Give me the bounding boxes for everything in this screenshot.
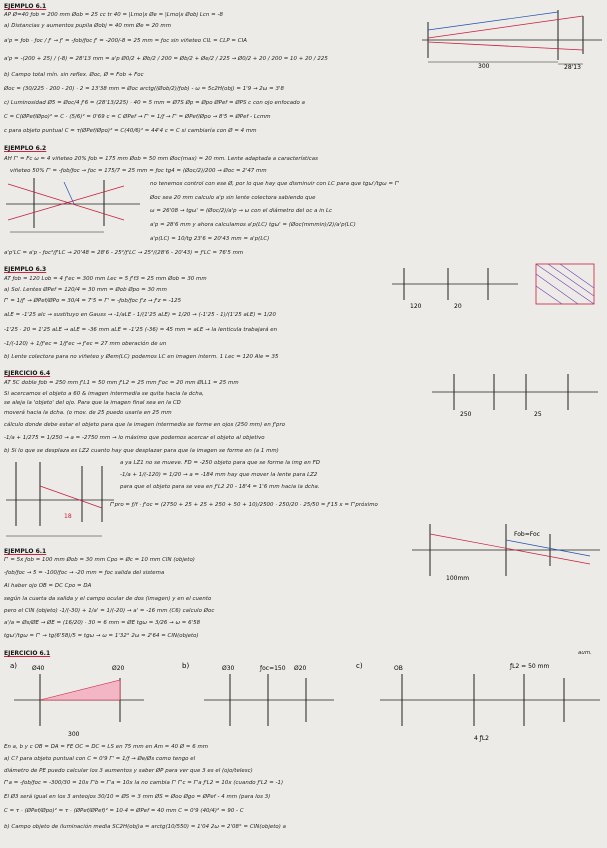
lens-system-diagram [4, 456, 116, 540]
note-line: -1/(-120) + 1/ƒ'ec = 1/ƒ'ec → ƒ'ec = 27 mm oberación de un [4, 341, 167, 347]
note-line: no tenemos control con ese Ø, por lo que hay que disminuir con LC para que tgω'/tgω = Γ' [150, 181, 400, 187]
note-line: b) Lente colectora para no viñeteo y Øem(LC) podemos LC en imagen interm. 1 Lec = 120 Ale = 35 [4, 354, 279, 360]
note-line: a ya LZ1 no se mueve. FD = -250 objeto para que se forme la img en FD [120, 460, 320, 466]
note-line: Al haber ojo OB = DC Cpo = DA [4, 583, 92, 589]
note-line: En a, b y c OB = DA = FE OC = DC = LS en 75 mm en Am = 40 Ø = 6 mm [4, 744, 209, 750]
note-line: El Ø3 será igual en los 3 anteojos 30/10 = ØS = 3 mm ØS = Øoo Øgo = ØPef - 4 mm (para los 3) [4, 794, 271, 800]
dim-label: 20 [454, 303, 462, 310]
dim-label: 300 [68, 731, 80, 738]
diagram-label: Ø30 [222, 665, 235, 672]
note-line: según la cuarta da salida y el campo ocular de dos (imagen) y en el cuento [4, 596, 212, 602]
note-line: diámetro de PE puedo calcular los 3 aumentos y saber ØP para ver que 3 es el (ojo/telesc) [4, 768, 253, 774]
dim-label: 18 [64, 513, 72, 520]
note-line: b) Campo total mín. sin reflex. Øoc, Ø = Fob + Foc [4, 72, 144, 78]
note-line: Si acercamos el objeto a 60 & imagen intermedia se quita hacia la dcha, [4, 391, 204, 397]
diagram-label: a) [10, 662, 18, 670]
note-line: Γ'a = -ƒob/ƒoc = -300/30 = 10x Γ'b = Γ'a = 10x la no cambia Γ' Γ'c = Γ'a ƒ'L2 = 10x (cuando ƒ'L2 = -1) [4, 780, 284, 786]
note-line: Γ' = 5x ƒob = 100 mm Øob = 30 mm Cpo = Øc = 10 mm CIN (objeto) [4, 557, 195, 563]
note-line: c para objeto puntual C = τ(ØPef/Øpo)² = C(40/6)² = 44'4 c = C si cambiaría con Ø = 4 mm [4, 128, 257, 134]
note-line: a) C? para objeto puntual con C = 0'9 Γ' = 1/ƒ → Øe/Øs como tengo el [4, 756, 196, 762]
note-line: moverá hacia la dcha. (o mov. de 25 puedo usarla en 25 mm [4, 410, 172, 416]
note-line: -1/a + 1/(-120) = 1/20 → a = -184 mm hay que mover la lente para LZ2 [120, 472, 318, 478]
lens-system-diagram [388, 262, 602, 310]
dim-label: 120 [410, 303, 422, 310]
note-line: cálculo donde debe estar el objeto para que la imagen intermedia se forme en ojos (250 mm) en ƒ'pro [4, 422, 286, 428]
diagram-label: Ø20 [112, 665, 125, 672]
note-line: a) Distancias y aumentos pupila Øobj = 40 mm Øe = 20 mm [4, 23, 172, 29]
diagram-label: ƒoc=150 [260, 665, 286, 672]
note-line: -1/a + 1/275 = 1/250 → a = -2750 mm → lo máximo que podemos acercar el objeto al objetivo [4, 435, 265, 441]
note-line: -1'25 · 20 = 1'25 aLE → aLE = -36 mm aLE = -1'25 (-36) = 45 mm = aLE → la lenticula trabajará en [4, 327, 278, 333]
eyepiece-ray-diagram [410, 520, 604, 582]
corner-note: aum. [578, 650, 592, 656]
section-heading: EJEMPLO 6.1 [4, 3, 47, 10]
note-line: a'p'LC = a'p - ƒoc²/ƒ'LC → 20'48 = 28'6 - 25²/ƒ'LC → 25²/(28'6 - 20'43) = ƒ'LC = 76'5 mm [4, 250, 244, 256]
dim-label: 250 [460, 411, 472, 418]
note-line: -ƒob/ƒoc → 5 = -100/ƒoc → -20 mm = ƒoc salida del sistema [4, 570, 165, 576]
dim-label: 4 ƒL2 [474, 735, 489, 742]
note-line: ω = 26'08 → tgω' = (Øoc/2)/a'p → ω con el diámetro del oc a in Lc [150, 208, 333, 214]
note-line: aLE = -1'25 alc → sustituyo en Gauss → -1/aLE - 1/(1'25 aLE) = 1/20 → (-1'25 - 1)/(1'25 aLE) = 1/20 [4, 312, 276, 318]
section-heading: EJERCICIO 6.4 [4, 370, 51, 377]
dim-label: 300 [478, 63, 490, 70]
lens-system-diagram [430, 370, 600, 418]
note-line: Øoc sea 20 mm calculo a'p sin lente colectora sabiendo que [150, 195, 316, 201]
note-line: a'p = -(200 + 25) / (-8) = 28'13 mm = a'p Ø0/2 + Øb/2 / 200 = Øb/2 + Øe/2 / 225 → Ø0/2 + 20 / 200 = 10 + 20 / 225 [4, 56, 328, 62]
note-line: Γ' = 1/ƒ' → ØPef/ØPo = 30/4 = 7'5 = Γ' = -ƒob/ƒoc ƒ'z → ƒ'z = -125 [4, 298, 182, 304]
lens-ray-diagram [4, 172, 144, 240]
dim-label: 28'13 [564, 64, 581, 70]
section-heading: EJEMPLO 6.1 [4, 548, 47, 555]
note-line: C = τ · (ØPef/Øpo)² = τ · (ØPef/ØPef)² = 10·4 = ØPef = 40 mm C = 0'9 (40/4)² = 90 - C [4, 808, 244, 814]
diagram-label: Fob=Foc [514, 531, 540, 538]
note-line: a) Sol. Lentes ØPef = 120/4 = 30 mm = Øob Øpo = 30 mm [4, 287, 167, 293]
section-heading: EJERCICIO 6.1 [4, 650, 51, 657]
note-line: se aleja la 'objeto' del ojo. Para que la imagen final sea en la CD [4, 400, 181, 406]
note-line: Γ'pro = ƒ/f · ƒ'oc = (2750 + 25 + 25 + 250 + 50 + 10)/2500 · 250/20 · 25/50 = ƒ'15 x = Γ'próximo [110, 502, 378, 508]
section-heading: EJEMPLO 6.3 [4, 266, 47, 273]
note-line: b) Si lo que se desplaza es LZ2 cuanto hay que desplazar para que la imagen se forme en (a 1 mm) [4, 448, 279, 454]
note-line: AT ƒob = 120 Lob = 4 ƒ'ec = 300 mm Lec = 5 ƒ'f3 = 25 mm Øob = 30 mm [4, 276, 207, 282]
note-line: AT 5C doble ƒob = 250 mm ƒ'L1 = 50 mm ƒ'L2 = 25 mm ƒ'oc = 20 mm ØLL1 = 25 mm [4, 380, 239, 386]
note-line: AH Γ' = Fc ω = 4 viñeteo 20% ƒob = 175 mm Øob = 50 mm Øoc(max) = 20 mm. Lente adaptada a características [4, 156, 318, 162]
note-line: b) Campo objeto de iluminación media SC2H(obj)a = arctg(10/550) = 1'04 2ω = 2'08° = CIN(objeto) a [4, 824, 287, 830]
diagram-label: c) [356, 662, 363, 670]
section-heading: EJEMPLO 6.2 [4, 145, 47, 152]
diagram-label: ƒL2 = 50 mm [510, 663, 550, 670]
note-line: Øoc = (30/225 · 200 - 20) · 2 = 13'38 mm = Øoc arctg((Øob/2)/ƒob) - ω = 5c2H(obj) = 1'9 → 2ω = 3'8 [4, 86, 284, 92]
note-line: tgω'/tgω = Γ' → tg(6'58)/5 = tgω → ω = 1'32° 2ω = 2'64 = CIN(objeto) [4, 633, 199, 639]
note-line: a'/a = Øs/ØE → ØE = (16/20) · 30 = 6 mm = ØE tgω = 3/26 → ω = 6'58 [4, 620, 201, 626]
dim-label: 100mm [446, 575, 470, 582]
dim-label: 25 [534, 411, 542, 418]
three-telescopes-diagram [4, 660, 604, 742]
note-line: a'p = 28'6 mm y ahora calculamos a'p(LC) tgω' = (Øoc(mmmin)/2)/a'p(LC) [150, 222, 356, 228]
telescope-ray-diagram [418, 2, 604, 70]
note-line: a'p(LC) = 10/tg 23'6 = 20'43 mm = a'p(LC) [150, 236, 270, 242]
diagram-label: Ø40 [32, 665, 45, 672]
note-line: c) Luminosidad Ø5 = Øoc/4 ƒ'6 = (28'13/225) · 40 = 5 mm = Ø7S Øp = Øpo ØPef = ØPS c con ojo enfocado a [4, 100, 305, 106]
diagram-label: OB [394, 665, 403, 672]
note-line: viñeteo 50% Γ' = -ƒob/ƒoc → ƒoc = 175/7 = 25 mm = ƒoc tg4 = (Øoc/2)/200 → Øoc = 2'47 mm [10, 168, 267, 174]
note-line: C = C(ØPef/Øpo)² = C · (5/6)² = 0'69 c = C ØPef → Γ' = 1/ƒ → Γ' = ØPef/Øpo → 8'5 = ØPef - Lcmm [4, 114, 271, 120]
note-line: a'p = ƒob · ƒoc / ƒ' → ƒ' = -ƒob/ƒoc ƒ' = -200/-8 = 25 mm = ƒoc sin viñeteo CIL = CLP = CIA [4, 38, 247, 44]
diagram-label: b) [182, 662, 190, 670]
diagram-label: Ø20 [294, 665, 307, 672]
note-line: pero el CIN (objeto) -1/(-30) + 1/a' = 1/(-20) → a' = -16 mm (C6) calculo Øoc [4, 608, 215, 614]
note-line: AP Ø=40 ƒob = 200 mm Øob = 25 cc tr 40 = |Lmo|x Øe = |Lmo|x Øobj Lcn = -8 [4, 12, 223, 18]
note-line: para que el objeto para se vea en ƒ'L2 20 - 18'4 = 1'6 mm hacia la dcha. [120, 484, 320, 490]
